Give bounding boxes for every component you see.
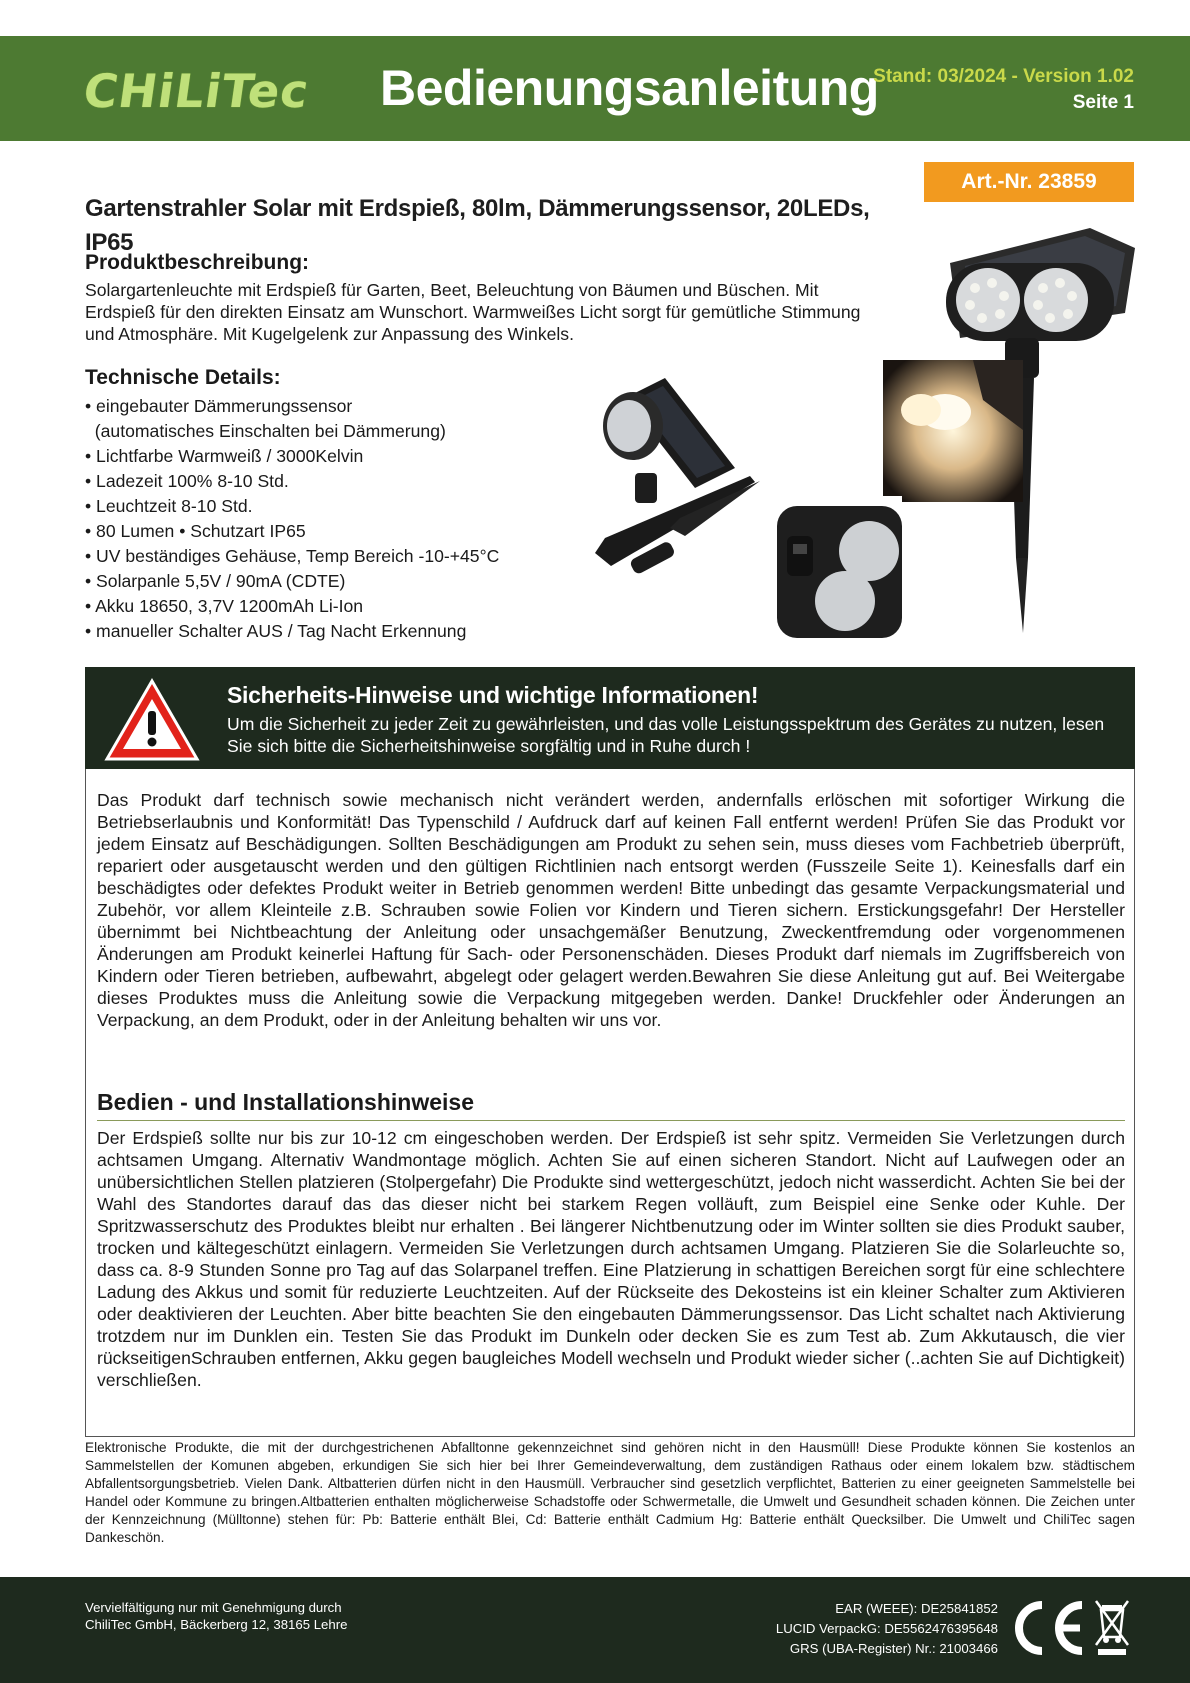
footer-copyright-line: Vervielfältigung nur mit Genehmigung durch [85,1600,342,1615]
chilitec-logo: CHiLiTec [80,64,313,118]
tech-item: • UV beständiges Gehäuse, Temp Bereich -10-+45°C [85,546,500,566]
page-number: Seite 1 [1072,92,1134,113]
product-image-lit [883,360,1023,502]
tech-item: • Leuchtzeit 8-10 Std. [85,496,253,516]
product-image-switch [777,496,902,638]
safety-banner [85,667,1135,769]
version-info: Stand: 03/2024 - Version 1.02 [873,66,1134,87]
tech-item: • eingebauter Dämmerungssensor [85,396,353,416]
weee-bin-icon [1094,1597,1130,1657]
product-image-parts [595,378,765,578]
ce-mark-icon [1010,1599,1086,1657]
page-title: Bedienungsanleitung [380,60,879,116]
technical-list [85,394,605,644]
installation-body-text: Der Erdspieß sollte nur bis zur 10-12 cm eingeschoben werden. Der Erdspieß ist sehr spitz. Vermeiden Sie Verletzungen durch achtsamen Umgang. Alternativ Wandmontage möglich. Achten Sie auf einen sicheren Standort. Nicht auf Laufwegen oder an unübersichtlichen Stellen platzieren (Stolpergefahr) Die Produkte sind wettergeschützt, jedoch nicht wasserdicht. Achten Sie bei der Wahl des Standortes darauf das das dieser nicht bei starkem Regen volläuft, zum Beispiel eine Senke oder Kuhle. Der Spritzwasserschutz des Produktes bleibt nur erhalten . Bei längerer Nichtbenutzung oder im Winter sollten sie dies Produkt sauber, trocken und kältegeschützt einlagern. Vermeiden Sie Verletzungen durch achtsamen Umgang. Platzieren Sie die Solarleuchte so, dass ca. 8-9 Stunden Sonne pro Tag auf das Solarpanel treffen. Eine Platzierung in schattigen Bereichen sorgt für eine schlechtere Ladung des Akkus und somit für reduzierte Leuchtzeiten. Auf der Rückseite des Dekosteins ist ein kleiner Schalter zum Aktivieren oder deaktivieren der Leuchten. Aber bitte beachten Sie den eingebauten Dämmerungssensor. Das Licht schaltet nach Aktivierung trotzdem nur im Dunklen ein. Testen Sie das Produkt im Dunkeln oder decken Sie es zum Test ab. Zum Akkutausch, die vier rückseitigenSchrauben entfernen, Akku gegen baugleiches Modell wechseln und Produkt wieder sicher (..achten Sie auf Dichtigkeit) verschließen. [97,1128,1125,1390]
safety-body-text: Das Produkt darf technisch sowie mechanisch nicht verändert werden, andernfalls erlöschen mit sofortiger Wirkung die Betriebserlaubnis und Konformität! Das Typenschild / Aufdruck darf auf keinen Fall entfernt werden! Prüfen Sie das Produkt vor jedem Einsatz auf Beschädigungen. Sollten Beschädigungen am Produkt zu sehen sein, muss dieses vom Fachbetrieb überprüft, repariert oder ausgetauscht werden und den gültigen Richtlinien nach entsorgt werden (Fusszeile Seite 1). Keinesfalls darf ein beschädigtes oder defektes Produkt weiter in Betrieb genommen werden! Bitte unbedingt das gesamte Verpackungsmaterial und Zubehör, vor allem Kleinteile z.B. Schrauben sowie Folien vor Kindern und Tieren sichern. Erstickungsgefahr! Der Hersteller übernimmt bei Nichtbeachtung der Anleitung oder unsachgemäßer Benutzung, Zweckentfremdung oder vorgenommenen Änderungen am Produkt keinerlei Haftung für Sach- oder Personenschäden. Dieses Produkt darf niemals im Zugriffsbereich von Kindern oder Tieren betrieben, aufbewahrt, abgelegt oder gelagert werden.Bewahren Sie diese Anleitung gut auf. Bei Weitergabe dieses Produktes muss die Anleitung sowie die Verpackung mitgegeben werden. Danke! Druckfehler oder Änderungen an Verpackung, an dem Produkt, oder in der Anleitung behalten wir uns vor. [97,790,1125,1030]
safety-intro: Um die Sicherheit zu jeder Zeit zu gewährleisten, und das volle Leistungsspektrum des Gerätes zu nutzen, lesen Sie sich bitte die Sicherheitshinweise sorgfältig und in Ruhe durch ! [227,714,1105,756]
grs-number: GRS (UBA-Register) Nr.: 21003466 [789,1641,998,1656]
footer-registrations [776,1599,998,1659]
warning-triangle-icon [103,677,201,763]
technical-heading: Technische Details: [85,366,281,389]
description-text: Solargartenleuchte mit Erdspieß für Garten, Beet, Beleuchtung von Bäumen und Büschen. Mit Erdspieß für den direkten Einsatz am Wunschort. Warmweißes Licht sorgt für gemütliche Stimmung und Atmosphäre. Mit Kugelgelenk zur Anpassung des Winkels. [85,280,861,344]
safety-title: Sicherheits-Hinweise und wichtige Informationen! [227,682,759,708]
description-heading: Produktbeschreibung: [85,251,310,274]
top-margin [0,0,1190,36]
disposal-notice: Elektronische Produkte, die mit der durchgestrichenen Abfalltonne gekennzeichnet sind gehören nicht in den Hausmüll! Diese Produkte können Sie kostenlos an Sammelstellen der Komunen abgeben, erkundigen Sie sich hier bei Ihrer Gemeindeverwaltung, dem zuständigen Rathaus oder einem lokalem bzw. städtischem Abfallentsorgungsbetrieb. Vielen Dank. Altbatterien dürfen nicht in den Hausmüll. Verbraucher sind gesetzlich verpflichtet, Batterien zu einer geeigneten Sammelstelle bei Handel oder Kommune zu bringen.Altbatterien enthalten möglicherweise Schadstoffe oder Schwermetalle, die Umwelt und Gesundheit schaden können. Die Zeichen unter der Kennzeichnung (Mülltonne) stehen für: Pb: Batterie enthält Blei, Cd: Batterie enthält Cadmium Hg: Batterie enthält Quecksilber. Die Umwelt und ChiliTec sagen Dankeschön. [85,1440,1135,1545]
installation-heading: Bedien - und Installationshinweise [97,1086,1125,1121]
footer-address-line: ChiliTec GmbH, Bäckerberg 12, 38165 Lehre [85,1617,348,1632]
article-number-badge: Art.-Nr. 23859 [924,162,1134,202]
tech-item: • Akku 18650, 3,7V 1200mAh Li-Ion [85,596,364,616]
tech-item: • Solarpanle 5,5V / 90mA (CDTE) [85,571,346,591]
header-bar [0,36,1190,141]
tech-item: (automatisches Einschalten bei Dämmerung) [85,421,446,441]
ear-number: EAR (WEEE): DE25841852 [835,1601,998,1616]
footer-bar [0,1577,1190,1683]
lucid-number: LUCID VerpackG: DE5562476395648 [775,1621,998,1636]
tech-item: • Ladezeit 100% 8-10 Std. [85,471,289,491]
product-title: Gartenstrahler Solar mit Erdspieß, 80lm, Dämmerungssensor, 20LEDs, IP65 [85,195,870,256]
tech-item: • Lichtfarbe Warmweiß / 3000Kelvin [85,446,364,466]
footer-copyright [85,1599,347,1633]
tech-item: • manueller Schalter AUS / Tag Nacht Erkennung [85,621,467,641]
tech-item: • 80 Lumen • Schutzart IP65 [85,521,306,541]
